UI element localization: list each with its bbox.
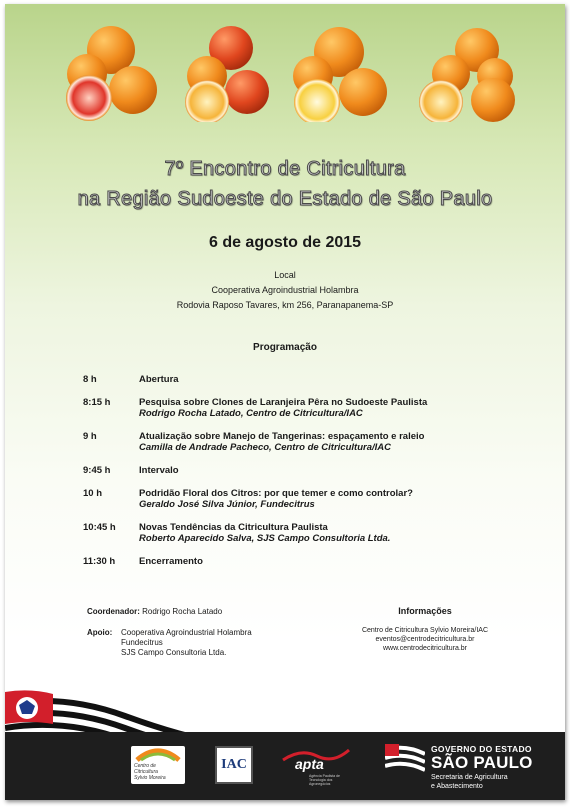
fruit-group-3 <box>293 27 387 122</box>
information-website[interactable]: www.centrodecitricultura.br <box>382 645 468 652</box>
schedule-row <box>83 556 543 567</box>
support-item: Fundecitrus <box>121 638 163 647</box>
schedule-time: 11:30 h <box>83 556 116 567</box>
gov-top-text: GOVERNO DO ESTADO <box>431 744 532 754</box>
schedule-title: Abertura <box>139 374 179 385</box>
event-date: 6 de agosto de 2015 <box>208 234 362 251</box>
programacao-heading: Programação <box>253 342 317 353</box>
schedule-row <box>83 522 543 544</box>
schedule-row <box>83 488 543 510</box>
event-title-line2: na Região Sudoeste do Estado de São Paulo <box>77 188 493 210</box>
information-heading: Informações <box>398 606 452 616</box>
schedule-row <box>83 465 543 476</box>
schedule-title: Encerramento <box>139 556 203 567</box>
schedule-row <box>83 431 543 453</box>
iac-logo-text: IAC <box>221 757 247 772</box>
fruit-group-4 <box>419 28 515 122</box>
support-label: Apoio: <box>87 628 113 637</box>
location-name: Cooperativa Agroindustrial Holambra <box>211 285 359 295</box>
schedule-time: 8 h <box>83 374 97 385</box>
footer-logos-bar <box>5 732 565 800</box>
flyer <box>5 4 565 800</box>
information-institution: Centro de Citricultura Sylvio Moreira/IAC <box>361 627 489 634</box>
gov-secretaria-line2: e Abastecimento <box>431 783 483 790</box>
gov-secretaria-line1: Secretaria de Agricultura <box>431 774 508 781</box>
schedule-title: Intervalo <box>139 465 179 476</box>
schedule-time: 10:45 h <box>83 522 116 533</box>
schedule-row <box>83 397 543 419</box>
location-label: Local <box>274 270 296 280</box>
support <box>87 628 252 658</box>
event-title <box>5 154 565 214</box>
support-item: Cooperativa Agroindustrial Holambra <box>121 628 252 637</box>
schedule-speaker: Camilla de Andrade Pacheco, Centro de Citricultura/IAC <box>139 442 391 453</box>
apta-logo <box>281 746 351 786</box>
iac-logo <box>215 746 253 784</box>
apta-logo-text: apta <box>295 756 324 772</box>
schedule-title: Novas Tendências da Citricultura Paulista <box>139 522 328 533</box>
event-location <box>5 268 565 313</box>
schedule-speaker: Roberto Aparecido Salva, SJS Campo Consultoria Ltda. <box>139 533 391 544</box>
schedule-time: 9 h <box>83 431 97 442</box>
citrus-fruits-illustration <box>5 12 565 122</box>
schedule-title: Atualização sobre Manejo de Tangerinas: espaçamento e raleio <box>139 431 425 442</box>
schedule-title: Pesquisa sobre Clones de Laranjeira Pêra no Sudoeste Paulista <box>139 397 428 408</box>
coordinator <box>87 607 222 616</box>
event-title-line1: 7º Encontro de Citricultura <box>164 158 406 180</box>
coordinator-name: Rodrigo Rocha Latado <box>142 607 223 616</box>
schedule-title: Podridão Floral dos Citros: por que temer e como controlar? <box>139 488 413 499</box>
information <box>337 607 513 653</box>
schedule <box>83 374 543 579</box>
fruit-group-2 <box>185 26 269 122</box>
schedule-row <box>83 374 543 385</box>
centro-citricultura-logo <box>131 746 185 784</box>
location-address: Rodovia Raposo Tavares, km 256, Paranapanema-SP <box>176 300 394 310</box>
schedule-time: 9:45 h <box>83 465 111 476</box>
schedule-speaker: Geraldo José Silva Júnior, Fundecitrus <box>139 499 315 510</box>
schedule-time: 8:15 h <box>83 397 111 408</box>
information-email[interactable]: eventos@centrodecitricultura.br <box>375 636 475 643</box>
apta-logo-subtitle: Agência Paulista de Tecnologia dos Agronegócios <box>309 774 340 786</box>
schedule-speaker: Rodrigo Rocha Latado, Centro de Citricultura/IAC <box>139 408 363 419</box>
centro-logo-text: Centro de Citricultura Sylvio Moreira <box>134 763 166 781</box>
sp-flag-icon <box>385 744 425 774</box>
support-item: SJS Campo Consultoria Ltda. <box>121 648 227 657</box>
schedule-time: 10 h <box>83 488 103 499</box>
fruit-group-1 <box>66 26 157 121</box>
gov-main-text: SÃO PAULO <box>431 753 533 772</box>
coordinator-label: Coordenador: <box>87 607 140 616</box>
